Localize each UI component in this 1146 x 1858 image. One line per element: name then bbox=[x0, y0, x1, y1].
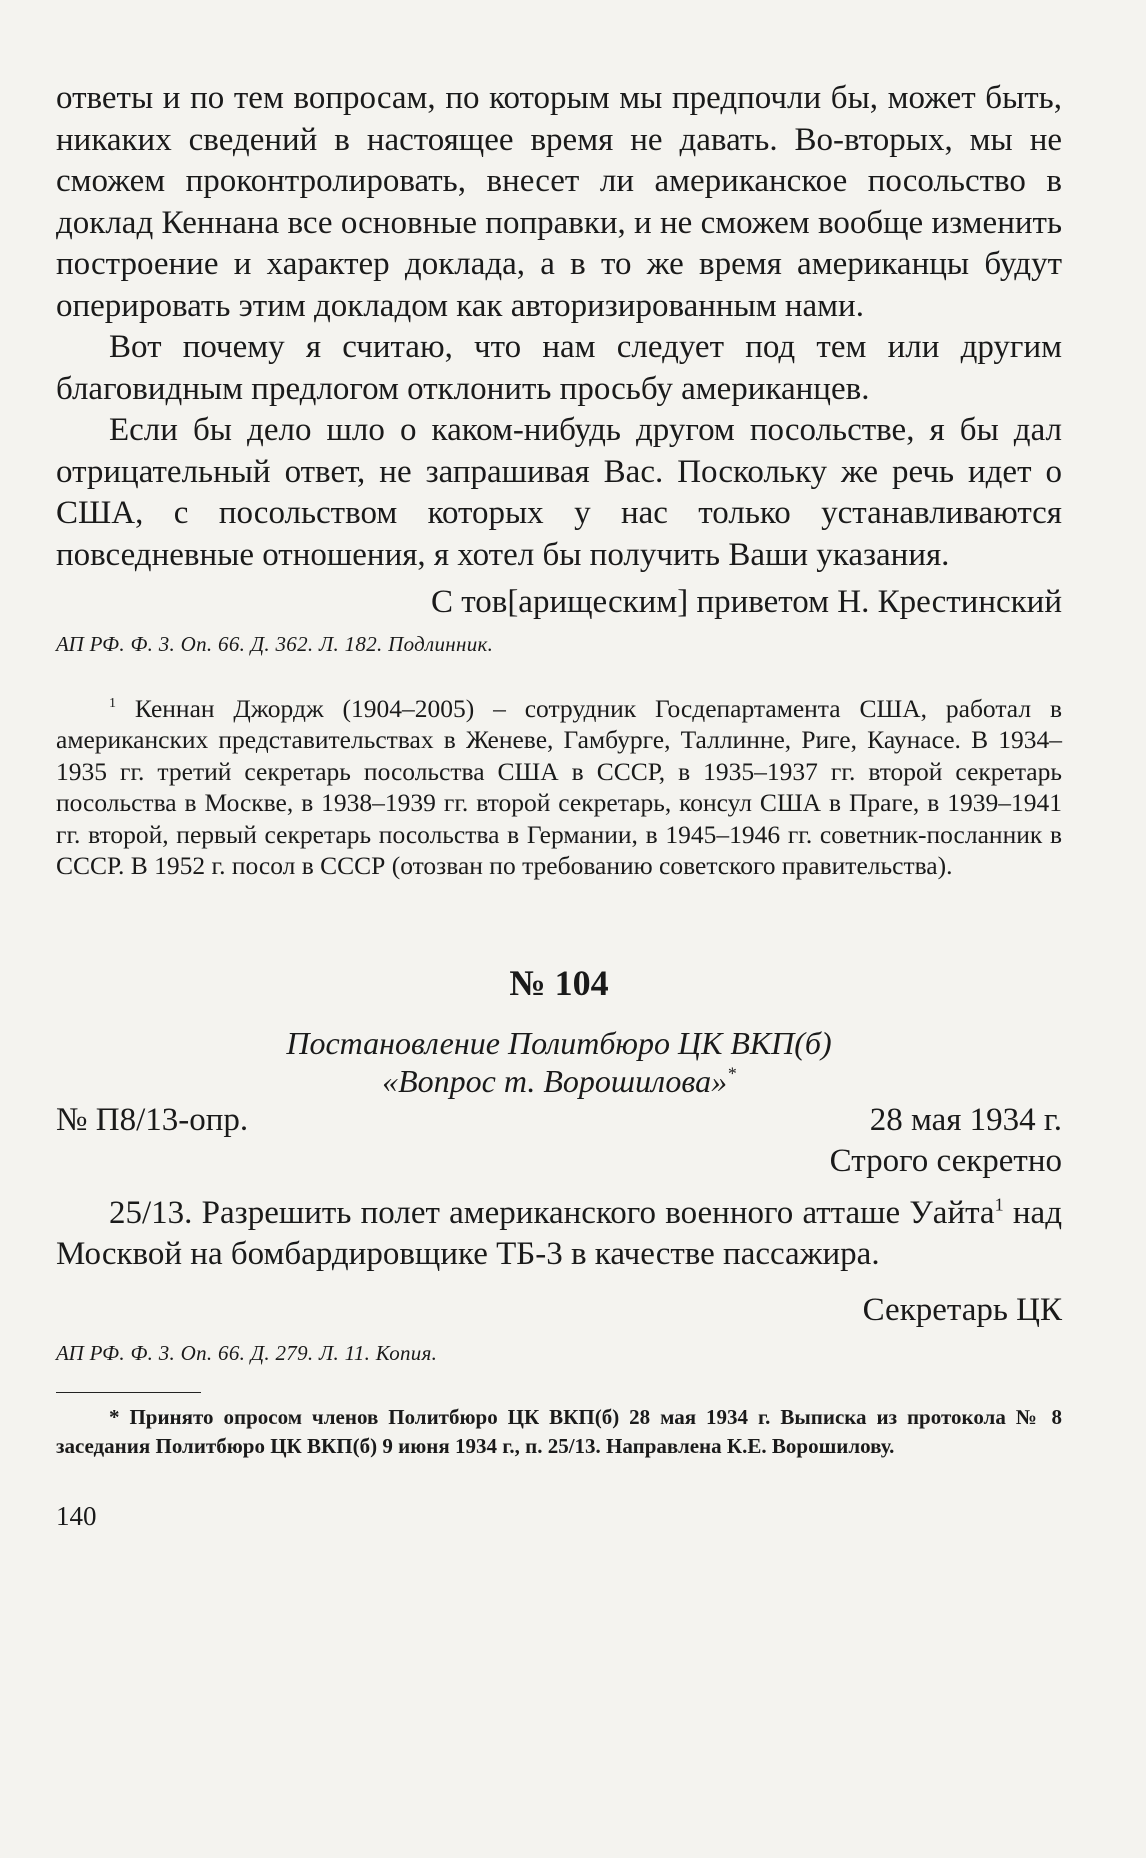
archive-source-2: АП РФ. Ф. 3. Оп. 66. Д. 279. Л. 11. Копия. bbox=[56, 1341, 438, 1365]
document-title-text: «Вопрос т. Ворошилова» bbox=[382, 1062, 728, 1099]
footnote-marker: 1 bbox=[109, 695, 117, 711]
signature-secretary: Секретарь ЦК bbox=[862, 1291, 1062, 1328]
archive-source-1: АП РФ. Ф. 3. Оп. 66. Д. 362. Л. 182. Подлинник. bbox=[56, 631, 494, 656]
paragraph-instructions: Если бы дело шло о каком-нибудь другом посольстве, я бы дал отрицательный ответ, не запрашивая Вас. Поскольку же речь идет о США, с посольством которых у нас только устанавливаются повседневные отношения, я хотел бы получить Ваши указания. bbox=[56, 412, 1062, 573]
footnote-asterisk: * bbox=[109, 1405, 120, 1429]
footnote-decision bbox=[56, 1403, 1062, 1461]
footnote-kennan bbox=[56, 693, 1062, 882]
footnote-divider bbox=[56, 1392, 201, 1393]
paragraph-continuation: ответы и по тем вопросам, по которым мы предпочли бы, может быть, никаких сведений в настоящее время не давать. Во-вторых, мы не сможем проконтролировать, внесет ли американское посольство в доклад Кеннана все основные поправки, и не сможем вообще изменить построение и характер доклада, а в то же время американцы будут оперировать этим докладом как авторизированным нами. bbox=[56, 80, 1062, 324]
paragraph-request: Вот почему я считаю, что нам следует под тем или другим благовидным предлогом отклонить просьбу американцев. bbox=[56, 329, 1062, 407]
signature-krestinsky: С тов[арищеским] приветом Н. Крестинский bbox=[430, 584, 1062, 620]
footnote-text: Кеннан Джордж (1904–2005) – сотрудник Госдепартамента США, работал в американских представительствах в Женеве, Гамбурге, Таллинне, Риге, Каунасе. В 1934–1935 гг. третий секретарь посольства США в СССР, в 1935–1937 гг. второй секретарь посольства в Москве, в 1938–1939 гг. второй секретарь, консул США в Праге, в 1939–1941 гг. второй, первый секретарь посольства в Германии, в 1945–1946 гг. советник-посланник в СССР. В 1952 г. посол в СССР (отозван по требованию советского правительства). bbox=[56, 693, 1062, 880]
page-number: 140 bbox=[56, 1501, 97, 1531]
document-title-line1: Постановление Политбюро ЦК ВКП(б) bbox=[286, 1024, 832, 1061]
resolution-text-start: 25/13. Разрешить полет американского военного атташе Уайта bbox=[109, 1194, 995, 1231]
resolution-footnote-marker: 1 bbox=[994, 1193, 1004, 1214]
resolution-text-end: над Москвой на бомбардировщике ТБ-3 в качестве пассажира. bbox=[56, 1194, 1062, 1272]
protocol-row bbox=[56, 1100, 1062, 1142]
footnote-decision-text: Принято опросом членов Политбюро ЦК ВКП(б) 28 мая 1934 г. Выписка из протокола № 8 заседания Политбюро ЦК ВКП(б) 9 июня 1934 г., п. 25/13. Направлена К.Е. Ворошилову. bbox=[56, 1405, 1062, 1458]
page-content bbox=[56, 78, 1062, 1532]
resolution-text bbox=[56, 1193, 1062, 1276]
protocol-number: № П8/13-опр. bbox=[56, 1101, 249, 1138]
classification-label: Строго секретно bbox=[829, 1143, 1062, 1179]
title-footnote-marker: * bbox=[727, 1063, 736, 1084]
document-number: № 104 bbox=[509, 962, 609, 1003]
document-title-line2 bbox=[56, 1062, 1062, 1100]
document-date: 28 мая 1934 г. bbox=[869, 1101, 1062, 1138]
